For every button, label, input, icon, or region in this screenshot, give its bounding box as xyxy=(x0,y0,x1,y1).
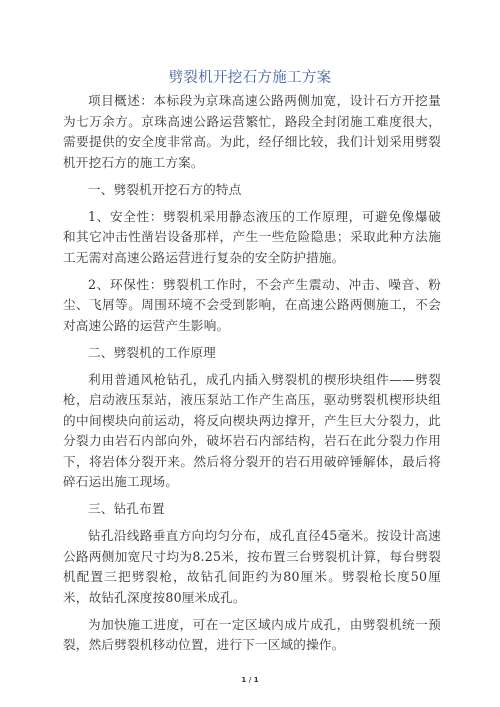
document-body xyxy=(63,91,441,662)
section-heading-features: 一、劈裂机开挖石方的特点 xyxy=(88,181,242,197)
page-number: 1 / 1 xyxy=(241,676,259,684)
paragraph-environment: 2、环保性：劈裂机工作时，不会产生震动、冲击、噪音、粉尘、飞屑等。周围环境不会受到影响，在高速公路两侧施工，不会对高速公路的运营产生影响。 xyxy=(63,276,441,333)
section-heading-drilling: 三、钻孔布置 xyxy=(88,501,165,516)
page-title: 劈裂机开挖石方施工方案 xyxy=(168,70,332,86)
section-heading-principle: 二、劈裂机的工作原理 xyxy=(88,344,216,360)
paragraph-overview: 项目概述：本标段为京珠高速公路两侧加宽，设计石方开挖量为七万余方。京珠高速公路运营繁忙，路段全封闭施工难度很大，需要提供的安全度非常高。为此，经仔细比较，我们计划采用劈裂机开挖石方的施工方案。 xyxy=(63,93,441,170)
paragraph-schedule: 为加快施工进度，可在一定区域内成片成孔，由劈裂机统一预裂，然后劈裂机移动位置，进行下一区域的操作。 xyxy=(63,616,441,652)
paragraph-drilling: 钻孔沿线路垂直方向均匀分布，成孔直径45毫米。按设计高速公路两侧加宽尺寸均为8.25米，按布置三台劈裂机计算，每台劈裂机配置三把劈裂枪，故钻孔间距约为80厘米。劈裂枪长度50厘米，故钻孔深度按80厘米成孔。 xyxy=(63,528,441,605)
paragraph-principle: 利用普通风枪钻孔，成孔内插入劈裂机的楔形块组件——劈裂枪，启动液压泵站，液压泵站工作产生高压，驱动劈裂机楔形块组的中间楔块向前运动，将反向楔块两边撑开，产生巨大分裂力，此分裂力由岩石内部向外，破坏岩石内部结构，岩石在此分裂力作用下，将岩体分裂开来。然后将分裂开的岩石用破碎锤解体，最后将碎石运出施工现场。 xyxy=(63,371,441,489)
paragraph-safety: 1、安全性：劈裂机采用静态液压的工作原理，可避免像爆破和其它冲击性凿岩设备那样，产生一些危险隐患；采取此种方法施工无需对高速公路运营进行复杂的安全防护措施。 xyxy=(63,208,441,265)
